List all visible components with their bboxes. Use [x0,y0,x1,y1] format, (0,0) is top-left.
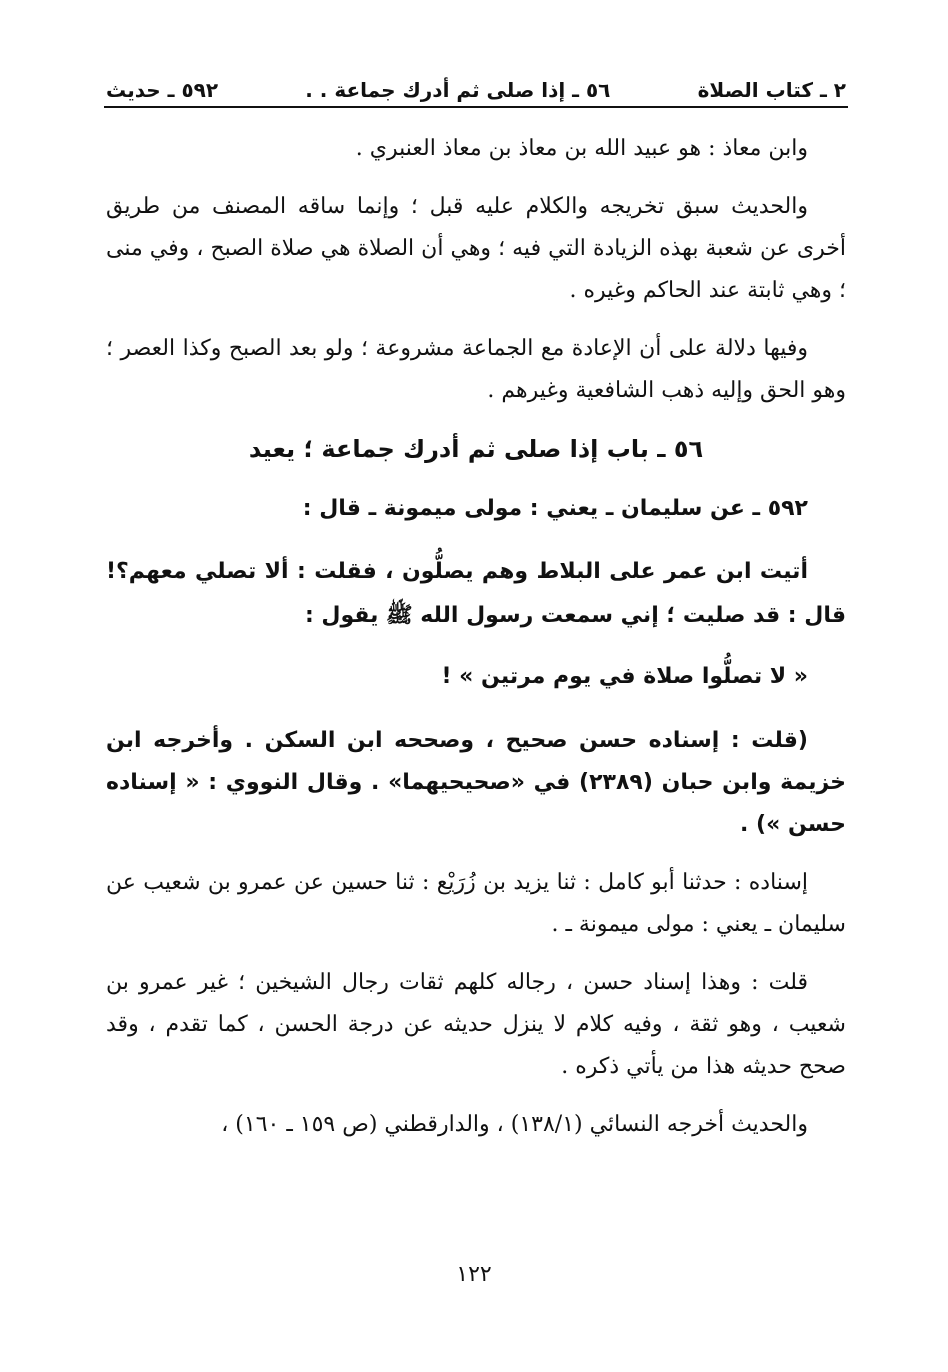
header-divider [104,106,848,108]
page-body [106,128,846,1162]
commentary-sources: والحديث أخرجه النسائي (١٣٨/١) ، والدارقطني (ص ١٥٩ ـ ١٦٠) ، [221,1112,808,1137]
header-book-title: ٢ ـ كتاب الصلاة [697,78,846,102]
hadith-number-line: ٥٩٢ ـ عن سليمان ـ يعني : مولى ميمونة ـ قال : [302,496,808,521]
paragraph-fiqh-note: وفيها دلالة على أن الإعادة مع الجماعة مشروعة ؛ ولو بعد الصبح وكذا العصر ؛ وهو الحق وإليه ذهب الشافعية وغيرهم . [106,336,846,403]
page-number: ١٢٢ [456,1262,492,1287]
running-header [106,64,846,104]
hadith-text: أتيت ابن عمر على البلاط وهم يصلُّون ، فقلت : ألا تصلي معهم؟! قال : قد صليت ؛ إني سمعت رسول الله ﷺ يقول : [106,559,846,628]
header-hadith-number: ٥٩٢ ـ حديث [106,78,219,102]
commentary-isnad: إسناده : حدثنا أبو كامل : ثنا يزيد بن زُرَيْع : ثنا حسين عن عمرو بن شعيب عن سليمان ـ يعني : مولى ميمونة ـ . [106,870,846,937]
commentary-isnad-assessment: قلت : وهذا إسناد حسن ، رجاله كلهم ثقات رجال الشيخين ؛ غير عمرو بن شعيب ، وهو ثقة ، وفيه كلام لا ينزل حديثه عن درجة الحسن ، كما تقدم ، وقد صحح حديثه هذا من يأتي ذكره . [106,970,846,1079]
paragraph-previous-takhrij: والحديث سبق تخريجه والكلام عليه قبل ؛ وإنما ساقه المصنف من طريق أخرى عن شعبة بهذه الزيادة التي فيه ؛ وهي أن الصلاة هي صلاة الصبح ، وفي منى ؛ وهي ثابتة عند الحاكم وغيره . [106,194,846,303]
commentary-grading: (قلت : إسناده حسن صحيح ، وصححه ابن السكن . وأخرجه ابن خزيمة وابن حبان (٢٣٨٩) في «صحيحيهما» . وقال النووي : « إسناده حسن ») . [106,728,846,837]
hadith-prophetic-quote: « لا تصلُّوا صلاة في يوم مرتين » ! [441,664,808,689]
paragraph-narrator-note: وابن معاذ : هو عبيد الله بن معاذ بن معاذ العنبري . [355,136,808,161]
chapter-heading: ٥٦ ـ باب إذا صلى ثم أدرك جماعة ؛ يعيد [248,435,704,463]
header-chapter-title: ٥٦ ـ إذا صلى ثم أدرك جماعة . . [305,78,611,102]
